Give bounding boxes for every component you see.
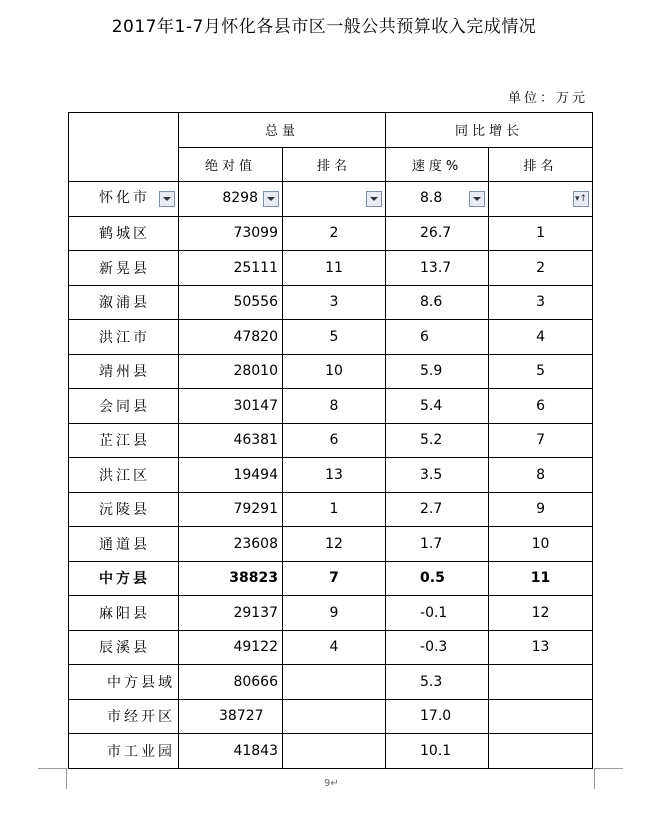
county-name: 溆浦县 <box>69 285 179 320</box>
filter-dropdown-icon[interactable] <box>263 191 279 207</box>
rank-value: 6 <box>283 423 386 458</box>
table-row <box>69 251 593 286</box>
summary-row <box>69 734 593 769</box>
header-corner-cell <box>69 113 179 182</box>
rank-value: 10 <box>283 354 386 389</box>
city-absolute: 8298 <box>222 190 258 206</box>
city-name: 怀化市 <box>99 190 150 206</box>
summary-row <box>69 699 593 734</box>
table-row <box>69 561 593 596</box>
growth-rank: 2 <box>489 251 593 286</box>
growth-rank: 9 <box>489 492 593 527</box>
city-growth-rank-cell[interactable] <box>489 182 593 217</box>
summary-rank-empty <box>283 665 386 700</box>
county-name: 会同县 <box>69 389 179 424</box>
city-name-cell[interactable] <box>69 182 179 217</box>
summary-absolute: 80666 <box>179 665 283 700</box>
absolute-value: 49122 <box>179 630 283 665</box>
summary-name: 市经开区 <box>69 699 179 734</box>
rank-value: 9 <box>283 596 386 631</box>
growth-rank: 11 <box>489 561 593 596</box>
growth-rank: 1 <box>489 216 593 251</box>
page-number: 9↵ <box>324 778 339 789</box>
growth-rank: 10 <box>489 527 593 562</box>
header-growth-rank: 排名 <box>489 147 593 182</box>
county-name: 洪江市 <box>69 320 179 355</box>
table-row <box>69 458 593 493</box>
absolute-value: 23608 <box>179 527 283 562</box>
absolute-value: 79291 <box>179 492 283 527</box>
city-row <box>69 182 593 217</box>
header-absolute: 绝对值 <box>179 147 283 182</box>
county-name: 中方县 <box>69 561 179 596</box>
rank-value: 5 <box>283 320 386 355</box>
county-name: 新晃县 <box>69 251 179 286</box>
county-name: 麻阳县 <box>69 596 179 631</box>
unit-label: 单位：万元 <box>507 91 588 106</box>
table-row <box>69 354 593 389</box>
summary-absolute: 41843 <box>179 734 283 769</box>
rank-value: 3 <box>283 285 386 320</box>
summary-row <box>69 665 593 700</box>
summary-speed: 17.0 <box>386 699 489 734</box>
summary-growth-rank-empty <box>489 734 593 769</box>
table-row <box>69 527 593 562</box>
county-name: 鹤城区 <box>69 216 179 251</box>
table-row <box>69 216 593 251</box>
growth-speed: 2.7 <box>386 492 489 527</box>
city-speed-cell[interactable] <box>386 182 489 217</box>
growth-rank: 4 <box>489 320 593 355</box>
absolute-value: 30147 <box>179 389 283 424</box>
growth-speed: 6 <box>386 320 489 355</box>
summary-absolute: 38727 <box>179 699 283 734</box>
table-row <box>69 596 593 631</box>
summary-growth-rank-empty <box>489 665 593 700</box>
growth-speed: 0.5 <box>386 561 489 596</box>
county-name: 沅陵县 <box>69 492 179 527</box>
summary-rank-empty <box>283 734 386 769</box>
header-total: 总量 <box>179 113 386 148</box>
absolute-value: 19494 <box>179 458 283 493</box>
page-corner-mark-left <box>38 768 67 789</box>
table-row <box>69 423 593 458</box>
rank-value: 1 <box>283 492 386 527</box>
filter-dropdown-icon[interactable] <box>159 191 175 207</box>
rank-value: 12 <box>283 527 386 562</box>
filter-dropdown-icon[interactable] <box>366 191 382 207</box>
county-name: 芷江县 <box>69 423 179 458</box>
growth-speed: 3.5 <box>386 458 489 493</box>
summary-speed: 5.3 <box>386 665 489 700</box>
growth-rank: 8 <box>489 458 593 493</box>
absolute-value: 29137 <box>179 596 283 631</box>
growth-speed: 5.4 <box>386 389 489 424</box>
growth-rank: 5 <box>489 354 593 389</box>
rank-value: 11 <box>283 251 386 286</box>
county-name: 靖州县 <box>69 354 179 389</box>
header-speed: 速度% <box>386 147 489 182</box>
rank-value: 4 <box>283 630 386 665</box>
city-absolute-cell[interactable] <box>179 182 283 217</box>
summary-name: 市工业园 <box>69 734 179 769</box>
growth-speed: 5.2 <box>386 423 489 458</box>
table-row <box>69 285 593 320</box>
absolute-value: 73099 <box>179 216 283 251</box>
county-name: 通道县 <box>69 527 179 562</box>
growth-speed: 26.7 <box>386 216 489 251</box>
summary-name: 中方县域 <box>69 665 179 700</box>
summary-growth-rank-empty <box>489 699 593 734</box>
rank-value: 8 <box>283 389 386 424</box>
table-row <box>69 320 593 355</box>
header-growth: 同比增长 <box>386 113 593 148</box>
growth-speed: -0.1 <box>386 596 489 631</box>
absolute-value: 38823 <box>179 561 283 596</box>
budget-table <box>68 112 593 769</box>
growth-rank: 7 <box>489 423 593 458</box>
header-rank: 排名 <box>283 147 386 182</box>
growth-rank: 13 <box>489 630 593 665</box>
absolute-value: 50556 <box>179 285 283 320</box>
table-row <box>69 630 593 665</box>
growth-rank: 3 <box>489 285 593 320</box>
table-row <box>69 492 593 527</box>
growth-speed: 8.6 <box>386 285 489 320</box>
growth-rank: 6 <box>489 389 593 424</box>
county-name: 洪江区 <box>69 458 179 493</box>
rank-value: 7 <box>283 561 386 596</box>
growth-speed: 5.9 <box>386 354 489 389</box>
summary-rank-empty <box>283 699 386 734</box>
filter-dropdown-icon[interactable] <box>469 191 485 207</box>
rank-value: 2 <box>283 216 386 251</box>
city-speed: 8.8 <box>420 190 443 206</box>
page-corner-mark-right <box>594 768 623 789</box>
absolute-value: 47820 <box>179 320 283 355</box>
growth-speed: 13.7 <box>386 251 489 286</box>
growth-rank: 12 <box>489 596 593 631</box>
county-name: 辰溪县 <box>69 630 179 665</box>
table-row <box>69 389 593 424</box>
growth-speed: 1.7 <box>386 527 489 562</box>
city-rank-cell[interactable] <box>283 182 386 217</box>
sort-filter-icon[interactable]: ▾↑ <box>573 191 589 207</box>
summary-speed: 10.1 <box>386 734 489 769</box>
rank-value: 13 <box>283 458 386 493</box>
absolute-value: 46381 <box>179 423 283 458</box>
absolute-value: 28010 <box>179 354 283 389</box>
absolute-value: 25111 <box>179 251 283 286</box>
growth-speed: -0.3 <box>386 630 489 665</box>
page-title: 2017年1-7月怀化各县市区一般公共预算收入完成情况 <box>111 17 537 37</box>
